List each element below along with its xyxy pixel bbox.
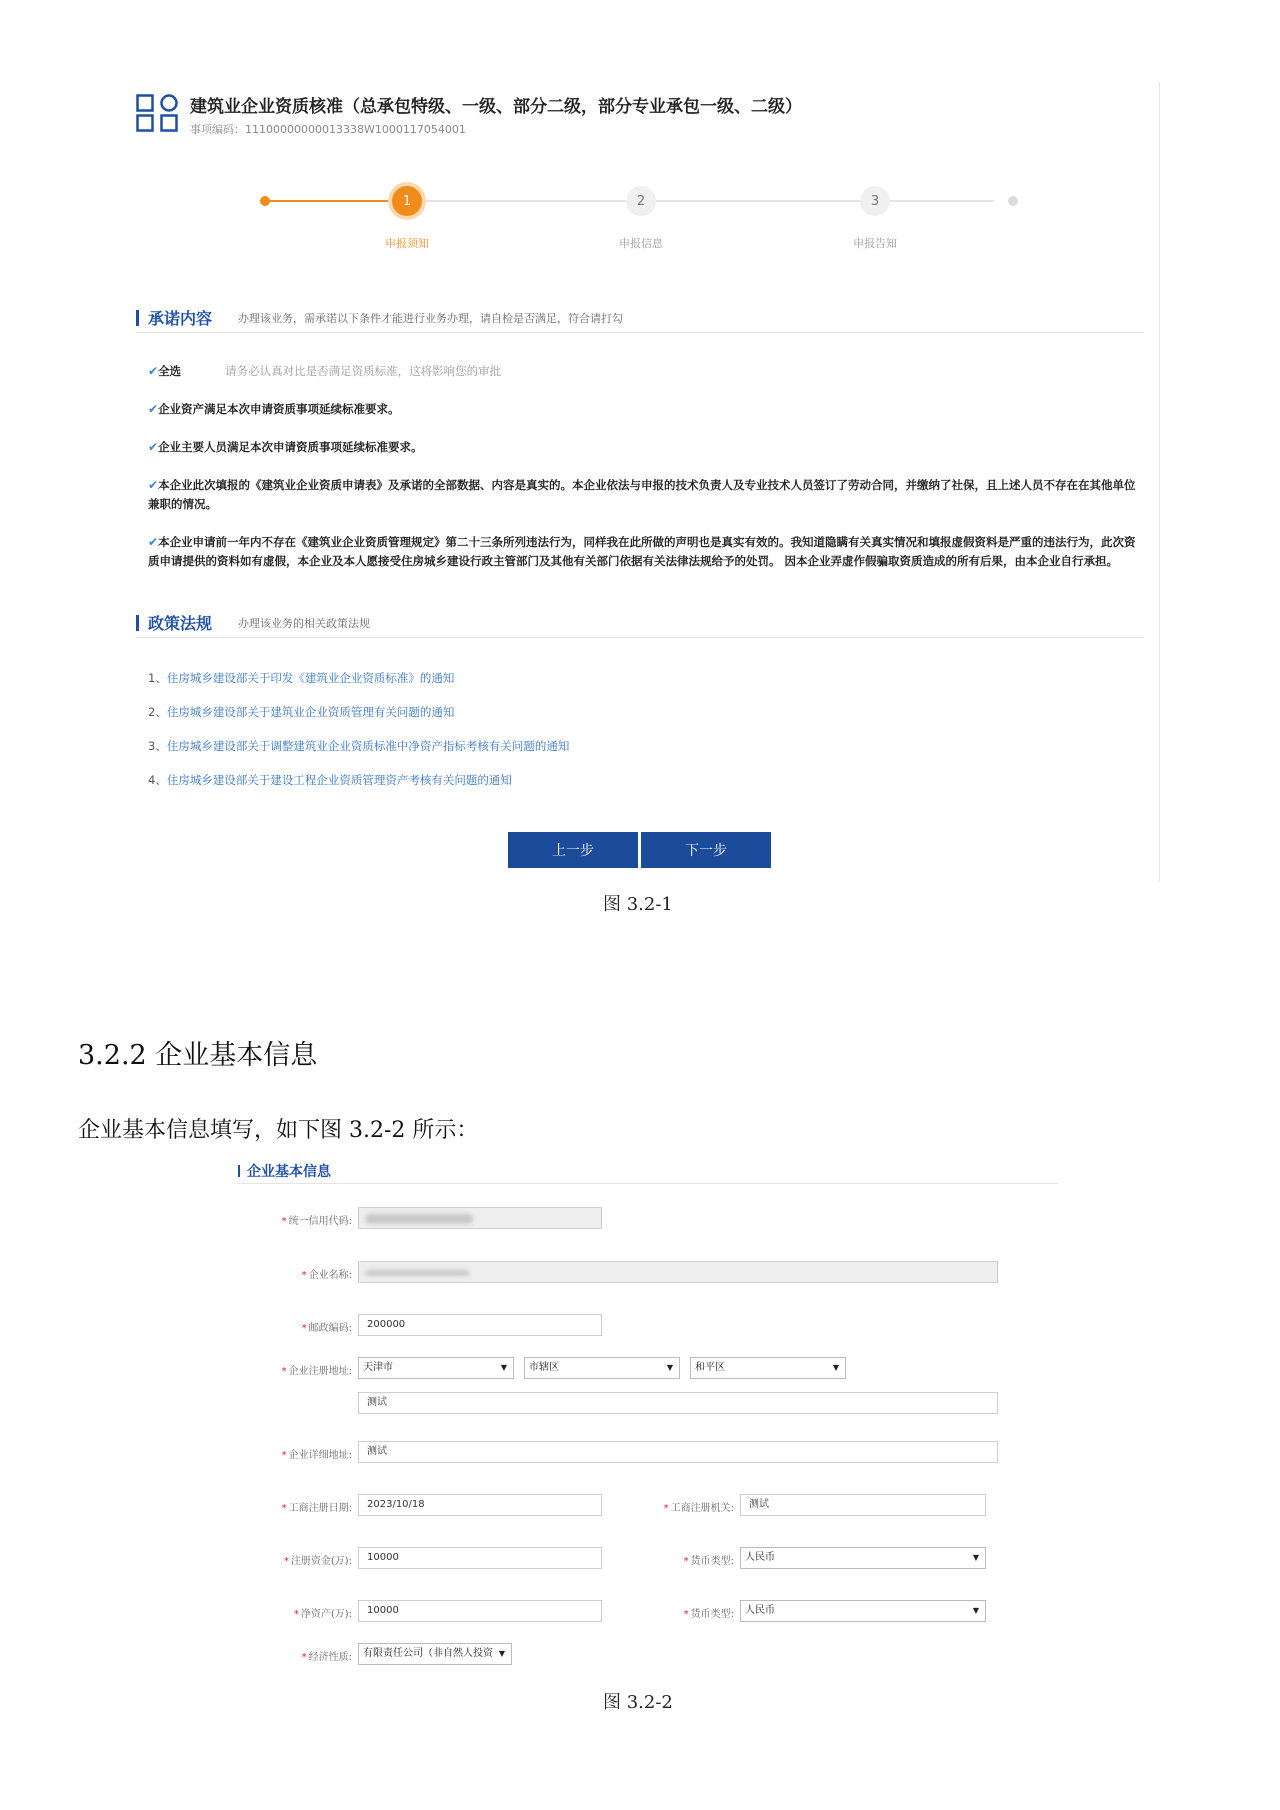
page-title: 建筑业企业资质核准（总承包特级、一级、部分二级，部分专业承包一级、二级） — [190, 97, 802, 117]
divider — [238, 1183, 1058, 1184]
detail-address-input[interactable]: 测试 — [358, 1441, 998, 1463]
step-end-dot — [1008, 196, 1018, 206]
currency-select-2[interactable]: 人民币 ▼ — [740, 1600, 986, 1622]
promise-item-2[interactable]: ✔企业主要人员满足本次申请资质事项延续标准要求。 — [148, 440, 423, 454]
chevron-down-icon: ▼ — [497, 1644, 505, 1664]
reg-date-label: * 工商注册日期: — [281, 1503, 352, 1514]
reg-capital-label: * 注册资金(万): — [283, 1556, 352, 1567]
chevron-down-icon: ▼ — [500, 1363, 507, 1372]
checkmark-icon: ✔ — [148, 364, 159, 378]
select-all-checkbox[interactable]: ✔全选 请务必认真对比是否满足资质标准，这将影响您的审批 — [148, 364, 502, 378]
policy-link-1[interactable]: 1、住房城乡建设部关于印发《建筑业企业资质标准》的通知 — [148, 671, 455, 685]
econ-nature-select[interactable]: 有限责任公司（非自然人投资 ▼ — [358, 1643, 512, 1665]
promise-section-header — [136, 306, 623, 329]
redacted-value — [365, 1214, 473, 1224]
detail-address-label: * 企业详细地址: — [281, 1450, 352, 1461]
section-bar — [238, 1165, 240, 1177]
next-step-button[interactable]: 下一步 — [641, 832, 771, 868]
divider — [136, 637, 1144, 638]
step-3-label: 申报告知 — [853, 237, 897, 250]
figure-caption-1: 图 3.2-1 — [603, 894, 673, 915]
checkmark-icon: ✔ — [148, 478, 159, 492]
app-grid-icon — [136, 94, 178, 132]
reg-authority-input[interactable]: 测试 — [740, 1494, 986, 1516]
net-assets-label: * 净资产(万): — [293, 1609, 352, 1620]
section-bar — [136, 615, 139, 631]
net-assets-input[interactable]: 10000 — [358, 1600, 602, 1622]
select-all-tip: 请务必认真对比是否满足资质标准，这将影响您的审批 — [225, 364, 502, 378]
county-select[interactable]: 和平区 ▼ — [690, 1357, 846, 1379]
currency-type-label-2: * 货币类型: — [683, 1609, 734, 1620]
figure-caption-2: 图 3.2-2 — [603, 1692, 673, 1713]
divider — [136, 332, 1144, 333]
step-progress-line — [268, 200, 392, 202]
policy-link-4[interactable]: 4、住房城乡建设部关于建设工程企业资质管理资产考核有关问题的通知 — [148, 773, 512, 787]
currency-select-1[interactable]: 人民币 ▼ — [740, 1547, 986, 1569]
credit-code-field[interactable] — [358, 1207, 602, 1229]
currency-type-label-1: * 货币类型: — [683, 1556, 734, 1567]
policy-section-header — [136, 611, 370, 634]
postal-code-input[interactable]: 200000 — [358, 1314, 602, 1336]
step-1-circle: 1 — [392, 186, 422, 216]
credit-code-label: * 统一信用代码: — [281, 1216, 352, 1227]
province-select[interactable]: 天津市 ▼ — [358, 1357, 514, 1379]
section-heading: 3.2.2 企业基本信息 — [78, 1040, 318, 1071]
econ-nature-label: * 经济性质: — [301, 1652, 352, 1663]
promise-desc: 办理该业务，需承诺以下条件才能进行业务办理，请自检是否满足，符合请打勾 — [238, 311, 624, 325]
promise-item-3[interactable]: ✔本企业此次填报的《建筑业企业资质申请表》及承诺的全部数据、内容是真实的。本企业依法与申报的技术负责人及专业技术人员签订了劳动合同，并缴纳了社保，且上述人员不存在在其他单位兼职的情况。 — [148, 478, 1136, 511]
district-select[interactable]: 市辖区 ▼ — [524, 1357, 680, 1379]
reg-address-detail-input[interactable]: 测试 — [358, 1392, 998, 1414]
section-bar — [136, 310, 139, 326]
item-code: 事项编码：11100000000013338W1000117054001 — [190, 123, 466, 136]
step-2-label: 申报信息 — [619, 237, 663, 250]
reg-authority-label: * 工商注册机关: — [663, 1503, 734, 1514]
section-paragraph: 企业基本信息填写，如下图 3.2-2 所示： — [78, 1118, 479, 1143]
step-2-circle: 2 — [626, 186, 656, 216]
company-info-title: 企业基本信息 — [247, 1164, 331, 1180]
promise-item-1[interactable]: ✔企业资产满足本次申请资质事项延续标准要求。 — [148, 402, 400, 416]
chevron-down-icon: ▼ — [972, 1553, 979, 1562]
company-info-header — [238, 1161, 331, 1181]
checkmark-icon: ✔ — [148, 440, 159, 454]
step-3-circle: 3 — [860, 186, 890, 216]
panel-right-border — [1159, 82, 1160, 882]
reg-capital-input[interactable]: 10000 — [358, 1547, 602, 1569]
company-name-label: * 企业名称: — [301, 1270, 352, 1281]
prev-step-button[interactable]: 上一步 — [508, 832, 638, 868]
policy-desc: 办理该业务的相关政策法规 — [238, 616, 371, 630]
policy-link-3[interactable]: 3、住房城乡建设部关于调整建筑业企业资质标准中净资产指标考核有关问题的通知 — [148, 739, 570, 753]
checkmark-icon: ✔ — [148, 402, 159, 416]
step-1-label: 申报须知 — [385, 237, 429, 250]
chevron-down-icon: ▼ — [972, 1606, 979, 1615]
redacted-value — [365, 1270, 469, 1276]
checkmark-icon: ✔ — [148, 535, 159, 549]
policy-link-2[interactable]: 2、住房城乡建设部关于建筑业企业资质管理有关问题的通知 — [148, 705, 455, 719]
reg-address-label: * 企业注册地址: — [281, 1366, 352, 1377]
postal-code-label: * 邮政编码: — [301, 1323, 352, 1334]
policy-title: 政策法规 — [148, 614, 213, 633]
chevron-down-icon: ▼ — [832, 1363, 839, 1372]
promise-title: 承诺内容 — [148, 309, 213, 328]
company-name-field[interactable] — [358, 1261, 998, 1283]
step-track-line — [422, 200, 994, 202]
reg-date-input[interactable]: 2023/10/18 — [358, 1494, 602, 1516]
chevron-down-icon: ▼ — [666, 1363, 673, 1372]
promise-item-4[interactable]: ✔本企业申请前一年内不存在《建筑业企业资质管理规定》第二十三条所列违法行为，同样我在此所做的声明也是真实有效的。我知道隐瞒有关真实情况和填报虚假资料是严重的违法行为，此次资质申请提供的资料如有虚假，本企业及本人愿接受住房城乡建设行政主管部门及其他有关部门依据有关法律法规给予的处罚。 因本企业弄虚作假骗取资质造成的所有后果，由本企业自行承担。 — [148, 535, 1136, 568]
